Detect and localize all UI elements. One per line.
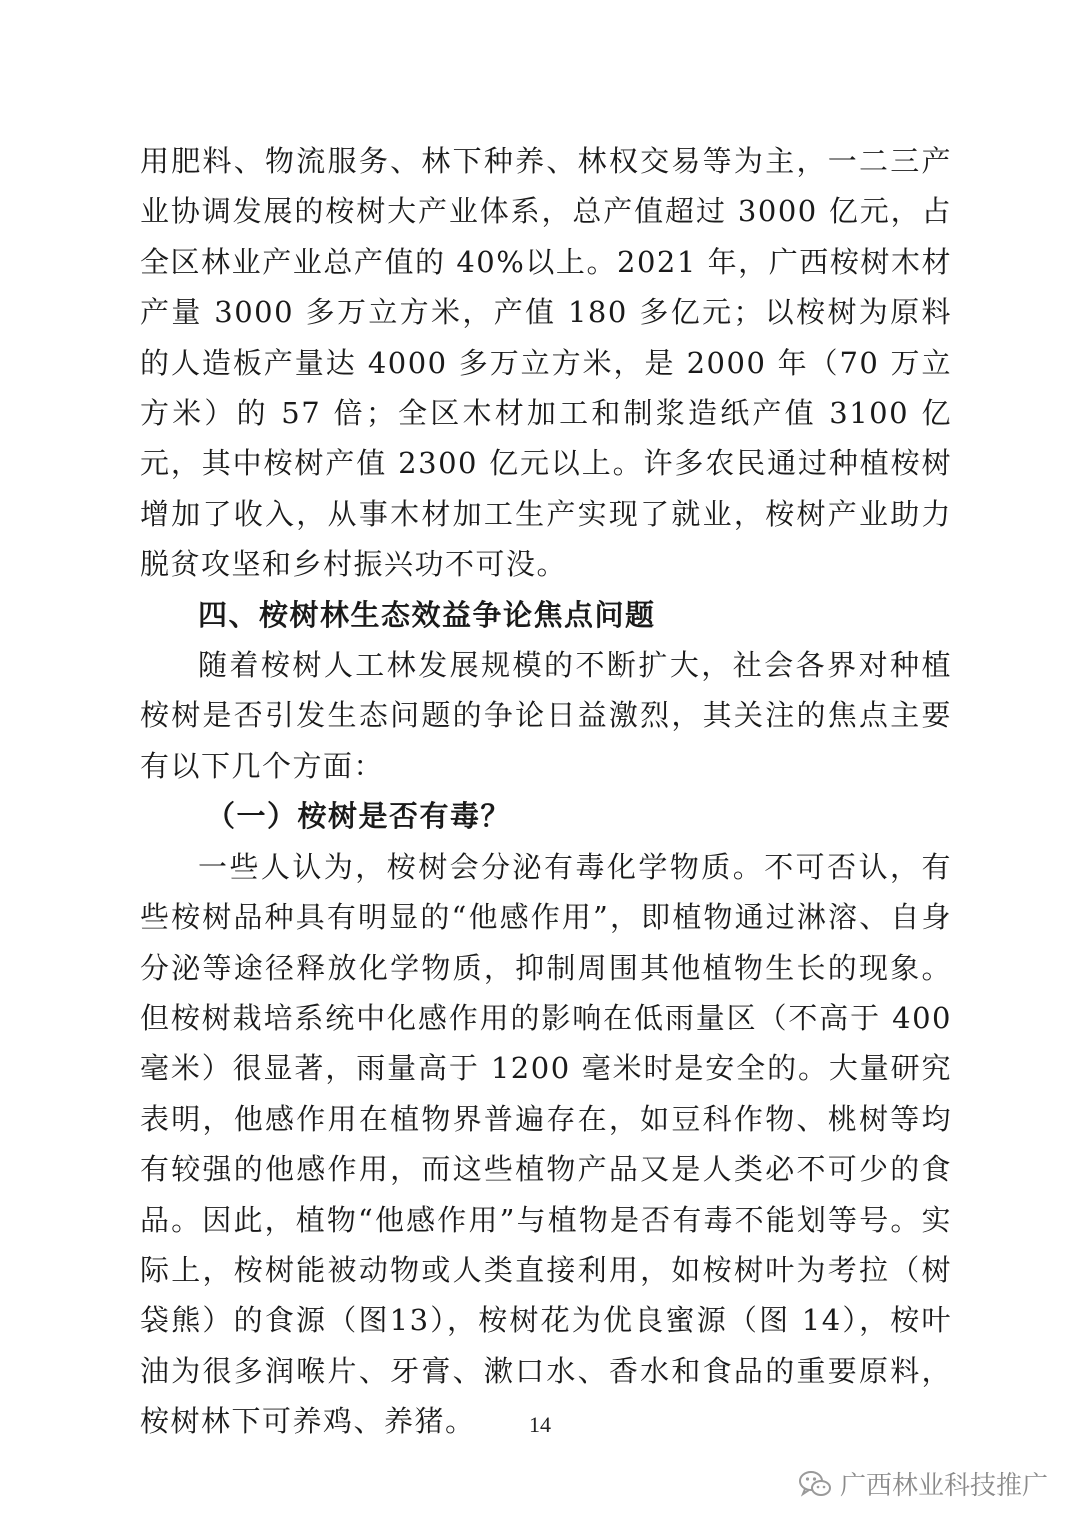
document-page <box>140 136 952 1447</box>
subsection-heading: （一）桉树是否有毒？ <box>206 799 512 834</box>
watermark <box>798 1465 1048 1502</box>
wechat-icon <box>798 1469 832 1499</box>
subsection-body-paragraph: 一些人认为，桉树会分泌有毒化学物质。不可否认，有些桉树品种具有明显的“他感作用”，即植物通过淋溶、自身分泌等途径释放化学物质，抑制周围其他植物生长的现象。但桉树栽培系统中化感作用的影响在低雨量区（不高于 400 毫米）很显著，雨量高于 1200 毫米时是安全的。大量研究表明，他感作用在植物界普遍存在，如豆科作物、桃树等均有较强的他感作用，而这些植物产品又是人类必不可少的食品。因此，植物“他感作用”与植物是否有毒不能划等号。实际上，桉树能被动物或人类直接利用，如桉树叶为考拉（树袋熊）的食源（图13），桉树花为优良蜜源（图 14），桉叶油为很多润喉片、牙膏、漱口水、香水和食品的重要原料，桉树林下可养鸡、养猪。 <box>140 849 952 1439</box>
section-heading: 四、桉树林生态效益争论焦点问题 <box>198 597 656 632</box>
section-intro-paragraph: 随着桉树人工林发展规模的不断扩大，社会各界对种植桉树是否引发生态问题的争论日益激烈，其关注的焦点主要有以下几个方面： <box>140 648 952 783</box>
paragraph-continued: 用肥料、物流服务、林下种养、林权交易等为主，一二三产业协调发展的桉树大产业体系，总产值超过 3000 亿元，占全区林业产业总产值的 40%以上。2021 年，广西桉树木材产量 3000 多万立方米，产值 180 多亿元；以桉树为原料的人造板产量达 4000 多万立方米，是 2000 年（70 万立方米）的 57 倍；全区木材加工和制浆造纸产值 3100 亿元，其中桉树产值 2300 亿元以上。许多农民通过种植桉树增加了收入，从事木材加工生产实现了就业，桉树产业助力脱贫攻坚和乡村振兴功不可没。 <box>140 144 952 582</box>
page-number: 14 <box>529 1412 551 1437</box>
watermark-text: 广西林业科技推广 <box>839 1471 1048 1501</box>
